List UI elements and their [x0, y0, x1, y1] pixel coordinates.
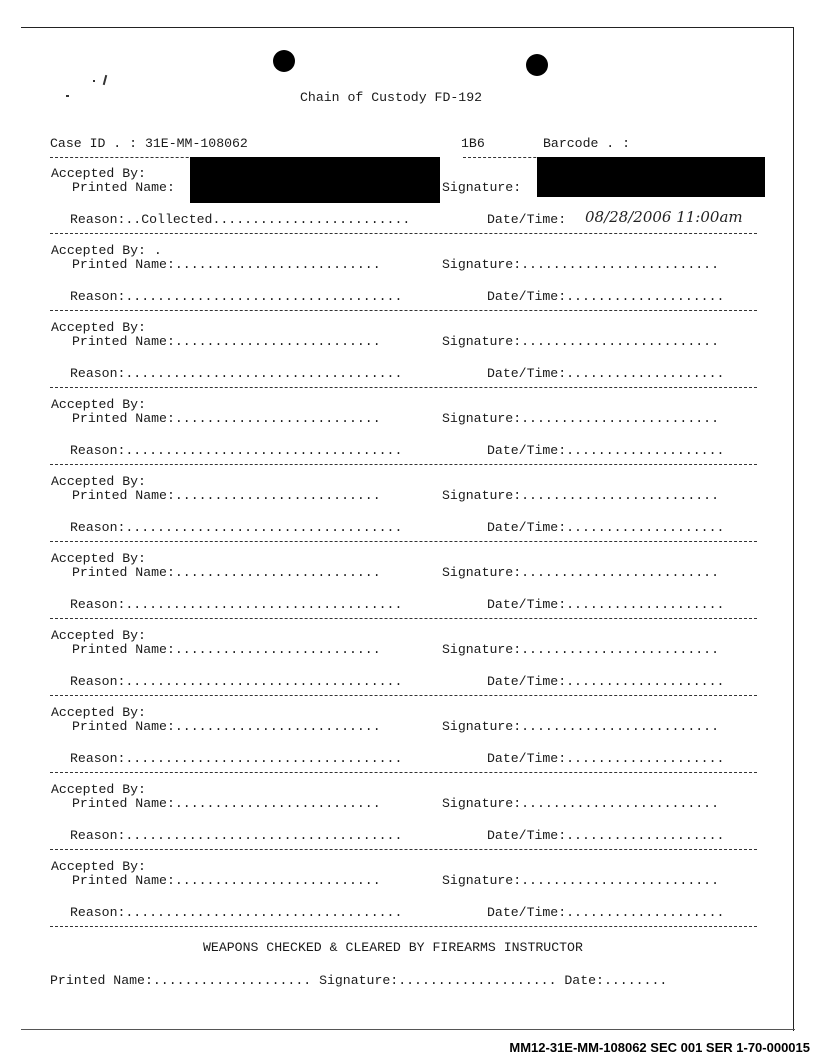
- punch-hole-left: [273, 50, 295, 72]
- reason-field: Reason:...................................: [70, 905, 403, 920]
- reason-field: Reason:...................................: [70, 674, 403, 689]
- printed-name-field: Printed Name:..........................: [72, 257, 381, 272]
- accepted-by-label: Accepted By:: [51, 166, 146, 181]
- row-separator: [50, 387, 757, 388]
- accepted-by-label: Accepted By:: [51, 474, 146, 489]
- datetime-field: Date/Time:....................: [487, 443, 725, 458]
- reason-field: Reason:...................................: [70, 520, 403, 535]
- row-separator: [50, 464, 757, 465]
- reason-field: Reason:..Collected.........................: [70, 212, 411, 227]
- reason-field: Reason:...................................: [70, 597, 403, 612]
- printed-name-field: Printed Name:..........................: [72, 796, 381, 811]
- row-separator: [50, 233, 757, 234]
- printed-name-field: Printed Name:..........................: [72, 642, 381, 657]
- signature-field: Signature:.........................: [442, 565, 719, 580]
- barcode-label: Barcode . :: [543, 136, 631, 151]
- accepted-by-label: Accepted By:: [51, 859, 146, 874]
- reason-field: Reason:...................................: [70, 751, 403, 766]
- datetime-field: Date/Time:....................: [487, 520, 725, 535]
- redaction-box-printed-name: [190, 157, 440, 203]
- page-bottom-edge: [21, 1029, 795, 1030]
- signature-field: Signature:.........................: [442, 642, 719, 657]
- signature-field: Signature:.........................: [442, 334, 719, 349]
- datetime-field: Date/Time:....................: [487, 597, 725, 612]
- accepted-by-label: Accepted By:: [51, 320, 146, 335]
- reason-field: Reason:...................................: [70, 289, 403, 304]
- handwritten-datetime: 08/28/2006 11:00am: [585, 208, 743, 226]
- printed-name-field: Printed Name:..........................: [72, 334, 381, 349]
- weapons-signoff-line: Printed Name:.................... Signature:.................... Date:........: [50, 973, 668, 988]
- datetime-field: Date/Time:....................: [487, 905, 725, 920]
- signature-field: Signature:.........................: [442, 488, 719, 503]
- datetime-field: Date/Time:....................: [487, 674, 725, 689]
- accepted-by-label: Accepted By:: [51, 397, 146, 412]
- signature-field: Signature:.........................: [442, 411, 719, 426]
- punch-hole-right: [526, 54, 548, 76]
- signature-field: Signature:.........................: [442, 873, 719, 888]
- printed-name-field: Printed Name:..........................: [72, 488, 381, 503]
- signature-field: Signature:.........................: [442, 796, 719, 811]
- signature-field: Signature:: [442, 180, 522, 195]
- redaction-box-signature: [537, 157, 765, 197]
- row-separator: [50, 618, 757, 619]
- row-separator: [50, 541, 757, 542]
- reason-field: Reason:...................................: [70, 443, 403, 458]
- accepted-by-label: Accepted By:: [51, 705, 146, 720]
- row-separator: [50, 849, 757, 850]
- exemption-code: 1B6: [461, 136, 485, 151]
- accepted-by-label: Accepted By:: [51, 782, 146, 797]
- document-id-footer: MM12-31E-MM-108062 SEC 001 SER 1-70-000015: [509, 1040, 810, 1055]
- signature-field: Signature:.........................: [442, 719, 719, 734]
- datetime-field: Date/Time:: [487, 212, 567, 227]
- row-separator: [50, 772, 757, 773]
- accepted-by-label: Accepted By:: [51, 628, 146, 643]
- row-separator: [50, 926, 757, 927]
- printed-name-field: Printed Name:: [72, 180, 175, 195]
- datetime-field: Date/Time:....................: [487, 751, 725, 766]
- row-separator: [50, 310, 757, 311]
- datetime-field: Date/Time:....................: [487, 289, 725, 304]
- scan-speck: [93, 80, 95, 82]
- case-id: Case ID . : 31E-MM-108062: [50, 136, 248, 151]
- accepted-by-label: Accepted By:: [51, 551, 146, 566]
- form-title: Chain of Custody FD-192: [300, 90, 483, 105]
- datetime-field: Date/Time:....................: [487, 828, 725, 843]
- printed-name-field: Printed Name:..........................: [72, 565, 381, 580]
- printed-name-field: Printed Name:..........................: [72, 719, 381, 734]
- accepted-by-label: Accepted By: .: [51, 243, 162, 258]
- scan-speck: [66, 95, 69, 97]
- datetime-field: Date/Time:....................: [487, 366, 725, 381]
- reason-field: Reason:...................................: [70, 366, 403, 381]
- row-separator: [50, 695, 757, 696]
- printed-name-field: Printed Name:..........................: [72, 411, 381, 426]
- printed-name-field: Printed Name:..........................: [72, 873, 381, 888]
- signature-field: Signature:.........................: [442, 257, 719, 272]
- reason-field: Reason:...................................: [70, 828, 403, 843]
- weapons-heading: WEAPONS CHECKED & CLEARED BY FIREARMS INSTRUCTOR: [203, 940, 583, 955]
